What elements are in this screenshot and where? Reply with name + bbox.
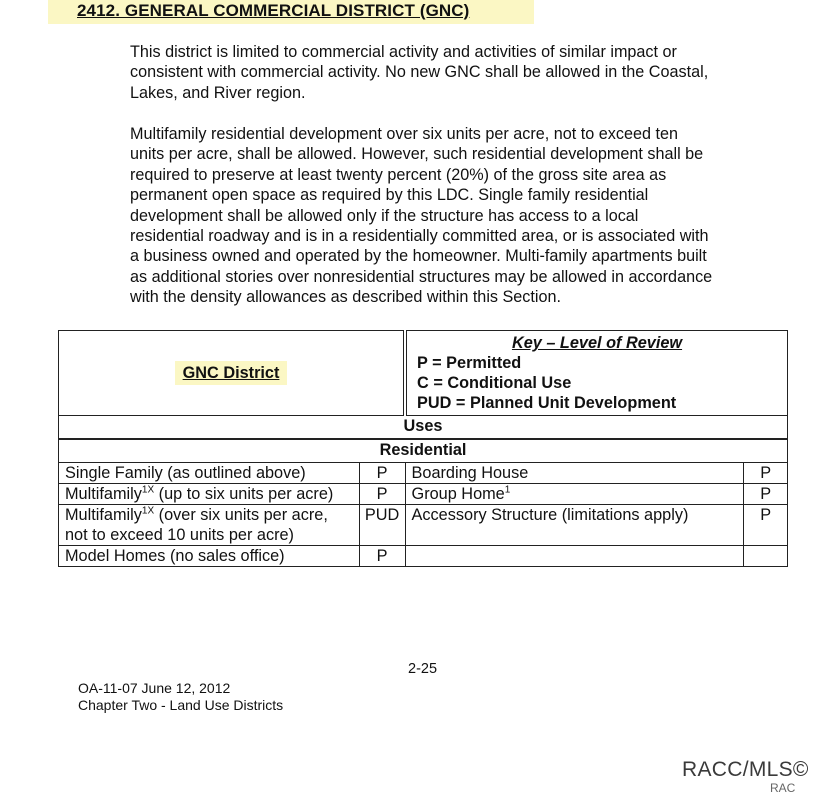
use-cell	[59, 505, 360, 546]
district-header-cell	[59, 331, 406, 416]
multifamily-paragraph	[130, 124, 780, 308]
review-key	[405, 331, 787, 416]
table-row	[59, 546, 788, 567]
key-permitted: P = Permitted	[417, 354, 522, 372]
footnote-mark: 1X	[141, 484, 155, 496]
paragraph-line: consistent with commercial activity. No new GNC shall be allowed in the Coastal,	[130, 63, 709, 82]
use-text: (over six units per acre, not to exceed 10 units per acre)	[65, 506, 328, 544]
paragraph-line: permanent open space as required by this LDC. Single family residential	[130, 186, 649, 205]
uses-header: Uses	[59, 416, 788, 440]
use-cell	[59, 484, 360, 505]
paragraph-line: required to preserve at least twenty percent (20%) of the gross site area as	[130, 165, 667, 184]
review-code: PUD	[359, 505, 405, 546]
paragraph-line: a business owned and operated by the homeowner. Multi-family apartments built	[130, 247, 707, 266]
document-footer	[78, 680, 283, 714]
footnote-mark: 1X	[141, 505, 155, 517]
table-row	[59, 484, 788, 505]
table-row	[59, 463, 788, 484]
use-cell: Model Homes (no sales office)	[59, 546, 360, 567]
review-code: P	[744, 505, 788, 546]
section-title: 2412. GENERAL COMMERCIAL DISTRICT (GNC)	[77, 1, 470, 20]
key-conditional: C = Conditional Use	[417, 374, 572, 392]
review-code	[744, 546, 788, 567]
key-pud: PUD = Planned Unit Development	[417, 394, 677, 412]
paragraph-line: with the density allowances as described within this Section.	[130, 288, 561, 307]
paragraph-line: as additional stories over nonresidential structures may be allowed in accordance	[130, 267, 713, 286]
use-text: Multifamily	[65, 485, 142, 503]
paragraph-line: This district is limited to commercial activity and activities of similar impact or	[130, 43, 677, 61]
paragraph-line: units per acre, shall be allowed. However, such residential development shall be	[130, 145, 704, 164]
footnote-mark: 1	[504, 484, 511, 496]
review-code: P	[359, 484, 405, 505]
review-code: P	[359, 546, 405, 567]
footer-ordinance: OA-11-07 June 12, 2012	[78, 680, 231, 696]
use-text: Group Home	[411, 485, 505, 503]
watermark-clipped-text: RAC	[770, 781, 796, 795]
paragraph-line: development shall be allowed only if the structure has access to a local	[130, 206, 639, 225]
use-cell	[405, 546, 744, 567]
page-number: 2-25	[408, 661, 438, 677]
district-label: GNC District	[175, 361, 288, 385]
footer-chapter: Chapter Two - Land Use Districts	[78, 697, 284, 713]
use-text: Multifamily	[65, 506, 142, 524]
use-cell: Accessory Structure (limitations apply)	[405, 505, 744, 546]
table-header-row	[59, 331, 788, 416]
use-cell: Boarding House	[405, 463, 744, 484]
review-code: P	[359, 463, 405, 484]
gnc-use-table	[58, 330, 788, 567]
use-cell: Single Family (as outlined above)	[59, 463, 360, 484]
use-cell	[405, 484, 744, 505]
key-title: Key – Level of Review	[511, 334, 683, 352]
paragraph-line: residential roadway and is in a residentially committed area, or is associated with	[130, 227, 709, 246]
intro-paragraph	[130, 42, 780, 103]
paragraph-line: Multifamily residential development over six units per acre, not to exceed ten	[130, 125, 678, 143]
review-code: P	[744, 484, 788, 505]
mls-watermark: RACC/MLS©	[682, 758, 809, 781]
use-text: (up to six units per acre)	[154, 485, 334, 503]
category-header: Residential	[59, 439, 788, 463]
paragraph-line: Lakes, and River region.	[130, 83, 306, 102]
table-row	[59, 505, 788, 546]
review-code: P	[744, 463, 788, 484]
